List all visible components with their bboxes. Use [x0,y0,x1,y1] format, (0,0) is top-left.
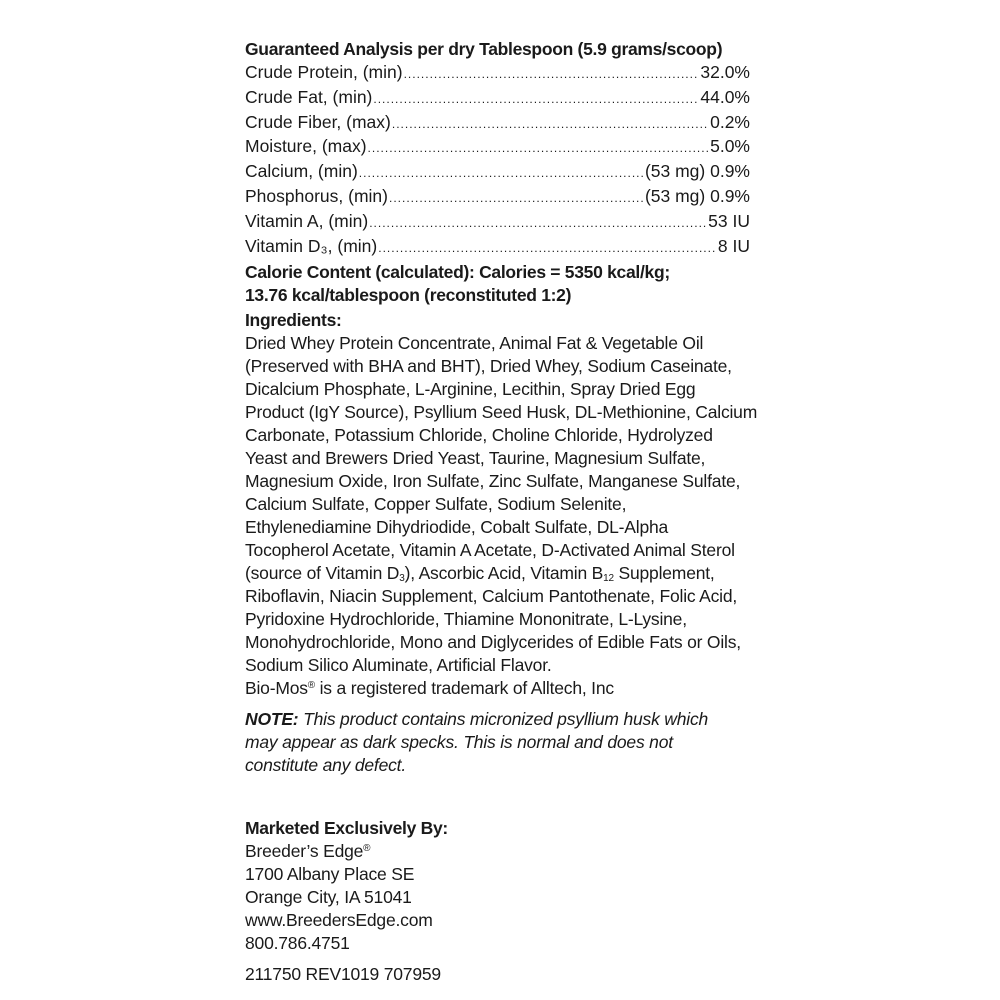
ingredients-line: Tocopherol Acetate, Vitamin A Acetate, D-Activated Animal Sterol [245,540,735,561]
leader-dots [389,187,644,210]
marketer-address2: Orange City, IA 51041 [245,887,412,908]
note-line3: constitute any defect. [245,755,406,776]
marketer-name: Breeder’s Edge® [245,841,371,862]
ingredients-line: Ethylenediamine Dihydriodide, Cobalt Sulfate, DL-Alpha [245,517,669,538]
ingredients-line: Riboflavin, Niacin Supplement, Calcium Pantothenate, Folic Acid, [245,586,738,607]
marketer-phone: 800.786.4751 [245,933,350,954]
ingredients-line: Product (IgY Source), Psyllium Seed Husk, DL-Methionine, Calcium [245,402,758,423]
ingredients-line: Sodium Silico Aluminate, Artificial Flavor. [245,655,552,676]
ingredients-line: Dicalcium Phosphate, L-Arginine, Lecithin, Spray Dried Egg [245,379,696,400]
calorie-content-line2: 13.76 kcal/tablespoon (reconstituted 1:2) [245,285,572,306]
leader-dots [359,162,644,185]
ingredients-line: Yeast and Brewers Dried Yeast, Taurine, Magnesium Sulfate, [245,448,706,469]
product-code: 211750 REV1019 707959 [245,964,441,985]
analysis-row: Moisture, (max) ..... 5.0% [245,135,750,160]
marketer-address1: 1700 Albany Place SE [245,864,415,885]
analysis-row: Crude Protein, (min) ..... 32.0% [245,61,750,86]
analysis-row: Vitamin A, (min) ..... 53 IU [245,210,750,235]
analysis-title: Guaranteed Analysis per dry Tablespoon (5.9 grams/scoop) [245,39,723,59]
leader-dots [368,137,710,160]
ingredients-line: Calcium Sulfate, Copper Sulfate, Sodium Selenite, [245,494,627,515]
note-line1: NOTE: This product contains micronized psyllium husk which [245,709,709,730]
analysis-row: Crude Fiber, (max) ..... 0.2% [245,111,750,136]
calorie-content-line1: Calorie Content (calculated): Calories = 5350 kcal/kg; [245,262,670,283]
leader-dots [404,63,700,86]
ingredients-line: (Preserved with BHA and BHT), Dried Whey, Sodium Caseinate, [245,356,732,377]
ingredients-line: Pyridoxine Hydrochloride, Thiamine Mononitrate, L-Lysine, [245,609,687,630]
analysis-row: Phosphorus, (min) ..... (53 mg) 0.9% [245,185,750,210]
ingredients-line: Monohydrochloride, Mono and Diglycerides of Edible Fats or Oils, [245,632,741,653]
note-label: NOTE: [245,709,299,730]
ingredients-line: Carbonate, Potassium Chloride, Choline Chloride, Hydrolyzed [245,425,713,446]
leader-dots [373,88,699,111]
ingredients-line: (source of Vitamin $D_3$), Ascorbic Acid, Vitamin $B_{12}$ Supplement, [245,563,715,585]
ingredients-line: Magnesium Oxide, Iron Sulfate, Zinc Sulfate, Manganese Sulfate, [245,471,741,492]
leader-dots [392,113,709,136]
leader-dots [369,212,707,235]
leader-dots [378,237,717,260]
analysis-row: Vitamin D₃, (min) ..... 8 IU [245,235,750,260]
analysis-row: Crude Fat, (min) ..... 44.0% [245,86,750,111]
trademark-notice: Bio-Mos® is a registered trademark of Alltech, Inc [245,678,614,699]
label-text-column [245,38,758,986]
note-line2: may appear as dark specks. This is normal and does not [245,732,673,753]
ingredients-heading: Ingredients: [245,310,342,331]
ingredients-line: Dried Whey Protein Concentrate, Animal Fat & Vegetable Oil [245,333,704,354]
marketer-website: www.BreedersEdge.com [245,910,433,931]
marketer-heading: Marketed Exclusively By: [245,818,448,839]
analysis-row: Calcium, (min) ..... (53 mg) 0.9% [245,160,750,185]
